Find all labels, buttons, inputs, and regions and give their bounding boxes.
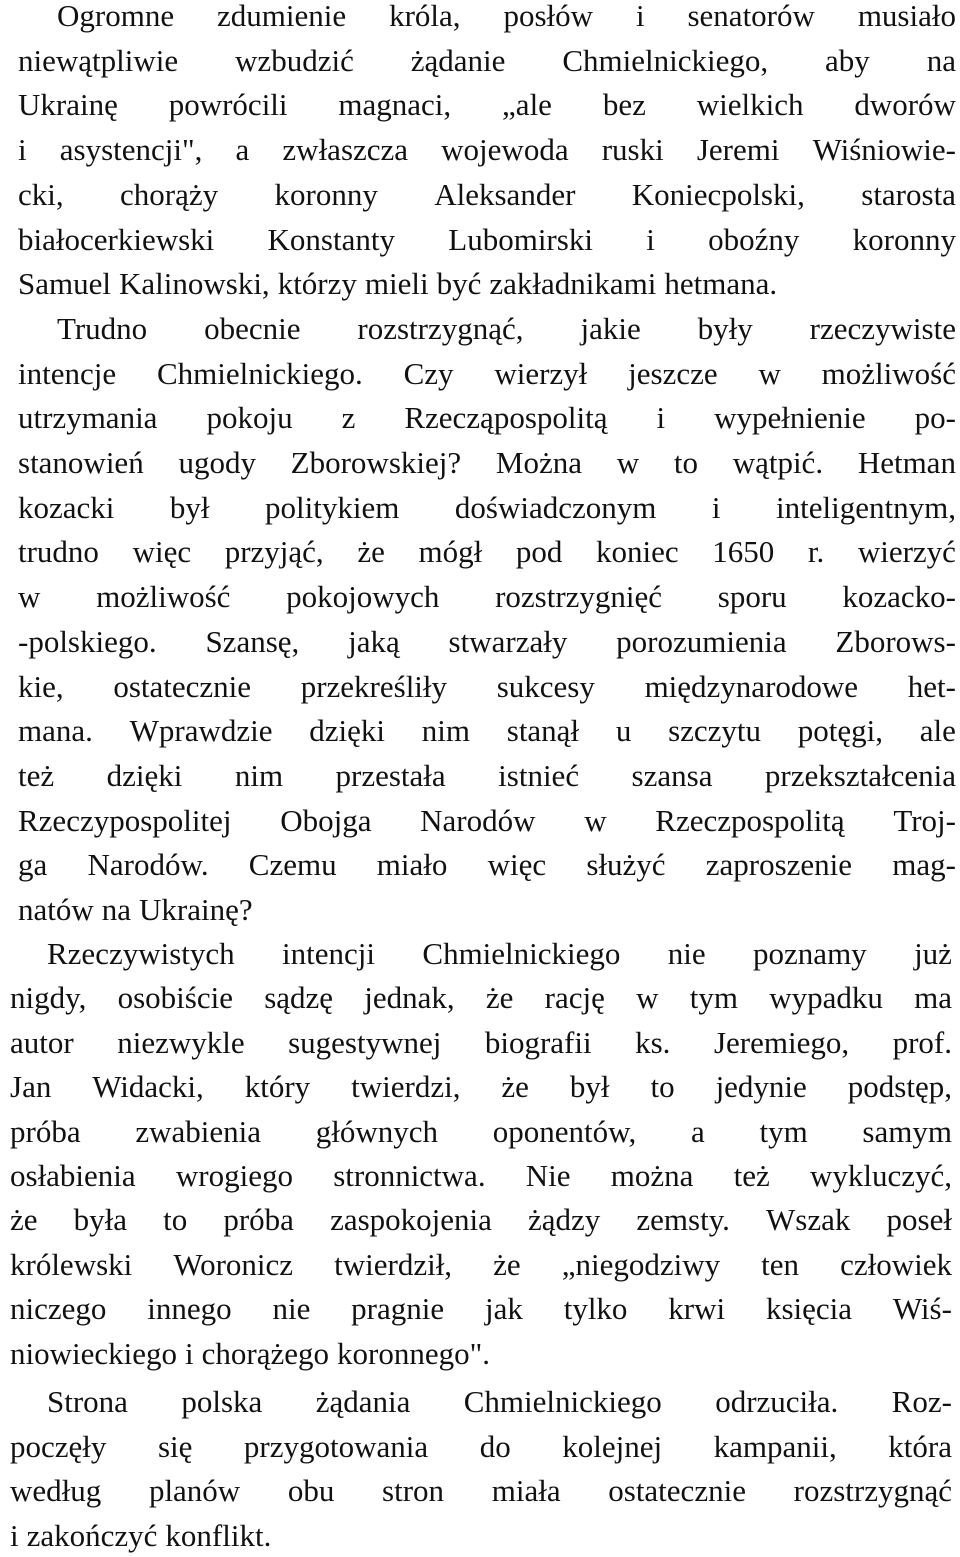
word: króla, [389,0,461,33]
word: w [758,355,781,391]
word: żądanie [410,42,506,78]
word: Roz- [891,1384,952,1419]
word: mana. [18,713,93,749]
word: dzięki [309,713,386,749]
word: poznamy [753,936,867,971]
word: asystencji", [59,132,203,168]
word: i [711,489,721,525]
text-line [18,486,956,530]
word: koronny [852,221,956,257]
word: sukcesy [496,668,595,704]
word: przekształcenia [764,757,956,793]
word: Jeremi [696,132,780,168]
word: kolejnej [562,1428,663,1464]
word: który [244,1069,311,1105]
text-line [10,1425,952,1469]
word: ruski [601,132,664,168]
word: rację [544,980,605,1016]
word: oponentów, [492,1113,637,1149]
word: r. [807,534,825,570]
text-line [18,352,956,396]
word: to [650,1069,675,1105]
text-line [18,173,956,217]
text-line [10,1154,952,1198]
word: wzbudzić [235,42,354,78]
word: Ukrainę [18,87,118,123]
word: przygotowania [243,1428,429,1464]
word: być [436,266,482,302]
text-line [18,218,956,262]
text-line [18,39,956,83]
word: inteligentnym, [776,489,956,525]
text-line [18,799,956,843]
word: też [18,757,55,793]
text-line [18,441,956,485]
word: wojewoda [441,132,569,168]
word: magnaci, [338,87,452,123]
word: przekreśliły [300,668,448,704]
word: więc [132,534,192,570]
word: mag- [892,847,956,883]
word: człowiek [840,1246,952,1282]
word: dzięki [106,757,183,793]
word: ks. [635,1024,671,1060]
word: kozacko- [842,579,956,615]
word: w [636,980,659,1016]
word: odrzuciła. [715,1384,839,1419]
word: szansa [631,757,713,793]
word: zakończyć [26,1518,158,1554]
word: pokojowych [286,579,440,615]
word: Aleksander [434,176,576,212]
word: rozstrzygnąć, [357,310,524,346]
word: kampanii, [713,1428,837,1464]
word: i [635,0,645,33]
word: był [569,1069,610,1105]
word: doświadczonym [454,489,657,525]
text-line [18,843,956,887]
word: pokoju [206,400,293,436]
text-line [10,1243,952,1287]
word: porozumienia [616,623,787,659]
word: twierdził, [334,1246,453,1282]
word: Rzeczypospolitej [18,802,232,838]
word: jednak, [364,980,455,1016]
text-line [18,620,956,664]
word: koronny [274,176,378,212]
word: musiało [857,0,956,33]
word: białocerkiewski [18,221,215,257]
word: królewski [10,1246,133,1282]
word: Nie [525,1158,571,1193]
text-line [18,128,956,172]
word: koronnego". [337,1335,491,1371]
word: Rzeczpospolitą [655,802,845,838]
text-line [57,0,956,38]
word: rozstrzygnięć [495,579,663,615]
word: Chmielnickiego [463,1384,662,1419]
word: osobiście [117,980,233,1016]
word: bez [602,87,646,123]
word: w [584,802,607,838]
word: ugody [178,445,256,480]
word: na [926,42,956,78]
word: prof. [892,1024,952,1060]
word: samym [862,1113,952,1149]
word: stanął [506,713,580,749]
word: niczego [10,1291,107,1327]
word: na [101,892,132,927]
word: dworów [854,87,956,123]
word: w [616,445,640,480]
word: Czemu [248,847,337,883]
word: stronnictwa. [333,1158,486,1193]
word: innego [147,1291,232,1327]
word: tylko [563,1291,628,1327]
word: przestała [335,757,446,793]
word: Zborows- [835,623,956,659]
word: Konstanty [267,221,395,257]
text-line [10,1065,952,1109]
word: że [485,980,514,1016]
word: z [341,400,356,436]
word: sądzę [264,980,334,1016]
word: zaproszenie [705,847,853,883]
word: Trudno [57,310,148,346]
word: autor [10,1024,74,1060]
word: jak [484,1291,523,1327]
word: międzynarodowe [644,668,859,704]
word: możliwość [96,579,231,615]
word: Ogromne [57,0,175,33]
word: Chmielnickiego. [156,355,363,391]
text-line [18,575,956,619]
word: twierdzi, [351,1069,461,1105]
word: utrzymania [18,400,158,436]
word: Wszak [766,1202,851,1238]
word: niezwykle [117,1024,245,1060]
text-line [57,307,956,351]
word: podstęp, [847,1069,952,1105]
word: mógł [418,534,483,570]
text-line [18,530,956,574]
word: Zborowskiej? [290,445,462,480]
word: zdumienie [217,0,347,33]
word: wierzył [494,355,588,391]
word: zemsty. [636,1202,730,1238]
word: już [914,936,952,971]
word: ostatecznie [113,668,252,704]
text-line [10,1514,279,1557]
word: a [690,1113,705,1149]
text-line [10,1287,952,1331]
text-line [18,83,956,127]
text-line [10,1198,952,1242]
word: stwarzały [448,623,568,659]
word: polska [181,1384,263,1419]
word: Chmielnickiego [422,936,621,971]
word: zwłaszcza [282,132,409,168]
word: był [169,489,210,525]
word: była [73,1202,128,1238]
word: ma [914,980,952,1016]
word: jaką [348,623,400,659]
word: wielkich [696,87,804,123]
word: jeszcze [628,355,718,391]
text-line [47,1380,952,1424]
word: przyjąć, [224,534,324,570]
word: koniec [595,534,679,570]
word: Obojga [280,802,372,838]
word: Wiś- [892,1291,952,1327]
word: wypadku [769,980,883,1016]
word: Można [495,445,582,480]
word: intencje [18,355,117,391]
word: niowieckiego [10,1335,178,1371]
word: zakładnikami [489,266,657,302]
word: starosta [861,176,956,212]
word: Rzecząpospolitą [404,400,608,436]
word: też [733,1158,770,1193]
word: cki, [18,176,64,212]
word: służyć [586,847,666,883]
word: więc [487,847,547,883]
word: kozacki [18,489,115,525]
word: do [479,1428,511,1464]
word: księcia [765,1291,853,1327]
word: żądania [315,1384,411,1419]
word: Jan [10,1069,52,1105]
word: wierzyć [857,534,956,570]
word: u [615,713,632,749]
word: i [10,1518,19,1554]
word: po- [914,400,956,436]
word: Wiśniowie- [812,132,956,168]
word: tym [689,980,738,1016]
word: senatorów [687,0,815,33]
word: kie, [18,668,64,704]
word: Kalinowski, [119,266,270,302]
word: biografii [484,1024,592,1060]
word: miało [376,847,448,883]
word: konflikt. [165,1518,272,1554]
word: „niegodziwy [561,1246,721,1282]
word: wykluczyć, [809,1158,952,1193]
word: Samuel [18,266,111,302]
word: która [888,1428,952,1464]
word: że [501,1069,529,1105]
word: i [185,1335,194,1371]
word: politykiem [265,489,400,525]
word: nie [272,1291,311,1327]
word: nie [667,936,706,971]
word: Wprawdzie [129,713,273,749]
word: Chmielnickiego, [562,42,769,78]
word: możliwość [821,355,956,391]
word: wrogiego [175,1158,293,1193]
word: poczęły [10,1428,107,1464]
text-line [10,1021,952,1065]
word: stanowień [18,445,144,480]
word: rozstrzygnąć [793,1473,952,1509]
word: Troj- [893,802,956,838]
word: Czy [403,355,454,391]
word: aby [825,42,870,78]
word: że [493,1246,521,1282]
word: a [235,132,250,168]
word: ten [761,1246,800,1282]
word: ga [18,847,48,883]
word: żądzy [528,1202,601,1238]
word: głównych [315,1113,438,1149]
word: wątpić. [732,445,824,480]
word: to [673,445,698,480]
word: chorąży [120,176,219,212]
word: miała [491,1473,561,1509]
word: intencji [282,936,376,971]
word: het- [907,668,956,704]
word: osłabienia [10,1158,136,1193]
word: były [697,310,753,346]
word: i [18,132,27,168]
word: Narodów [420,802,536,838]
text-line [10,1469,952,1513]
word: poseł [886,1202,952,1238]
word: jedynie [715,1069,807,1105]
word: nim [421,713,470,749]
text-line [18,709,956,753]
word: niewątpliwie [18,42,179,78]
word: krwi [668,1291,726,1327]
word: chorążego [201,1335,330,1371]
word: Widacki, [92,1069,204,1105]
word: Rzeczywistych [47,936,235,971]
text-line [18,754,956,798]
word: zwabienia [135,1113,261,1149]
word: w [18,579,41,615]
word: Hetman [857,445,956,480]
word: sporu [717,579,787,615]
word: „ale [502,87,552,123]
word: że [357,534,385,570]
word: można [610,1158,694,1193]
text-line [18,262,785,306]
text-line [10,1332,498,1376]
word: Jeremiego, [713,1024,850,1060]
word: rzeczywiste [809,310,956,346]
word: istnieć [498,757,580,793]
word: 1650 [712,534,775,570]
word: i [656,400,666,436]
word: Lubomirski [448,221,593,257]
word: Woronicz [173,1246,294,1282]
word: oboźny [708,221,800,257]
word: natów [18,892,94,927]
word: sugestywnej [288,1024,442,1060]
word: powrócili [168,87,288,123]
word: wypełnienie [714,400,866,436]
word: się [157,1428,193,1464]
word: nim [234,757,284,793]
text-line [18,396,956,440]
word: według [10,1473,102,1509]
word: próba [223,1202,294,1238]
word: i [646,221,655,257]
word: planów [148,1473,241,1509]
word: -polskiego. [18,623,157,659]
word: nigdy, [10,980,87,1016]
word: tym [759,1113,808,1149]
word: jakie [580,310,641,346]
word: potęgi, [797,713,884,749]
word: Strona [47,1384,128,1419]
word: to [163,1202,188,1238]
word: obecnie [204,310,301,346]
word: ale [919,713,956,749]
word: Koniecpolski, [631,176,805,212]
word: stron [382,1473,445,1509]
text-line [47,932,952,976]
word: próba [10,1113,81,1149]
word: zaspokojenia [330,1202,492,1238]
word: pod [515,534,563,570]
word: hetmana. [664,266,778,302]
word: Ukrainę? [139,892,253,927]
word: którzy [277,266,357,302]
word: Narodów. [87,847,209,883]
text-line [10,976,952,1020]
word: szczytu [668,713,762,749]
text-line [18,888,261,932]
word: trudno [18,534,99,570]
word: Szansę, [205,623,300,659]
word: ostatecznie [608,1473,746,1509]
text-line [10,1110,952,1154]
word: mieli [364,266,429,302]
word: posłów [503,0,594,33]
text-line [18,665,956,709]
word: pragnie [351,1291,445,1327]
word: że [10,1202,38,1238]
word: obu [287,1473,335,1509]
